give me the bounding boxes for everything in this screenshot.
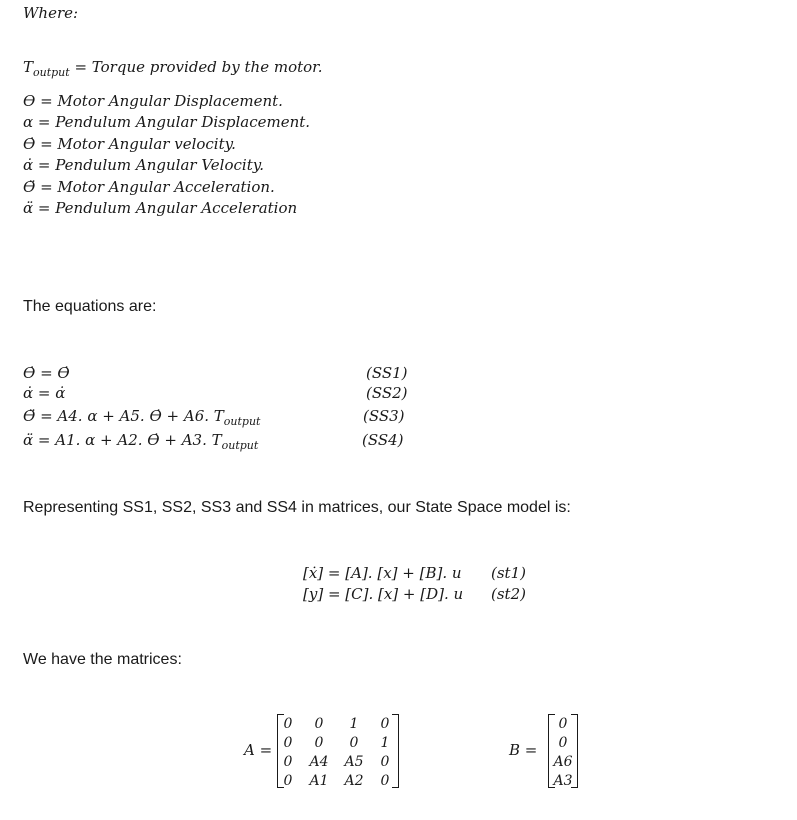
matrix-a-cell: 0 (283, 716, 293, 732)
matrix-a-label: A = (244, 741, 273, 759)
equation-ss3-body: ϴ̈ = A4. α + A5. ϴ̇ + A6. T (23, 407, 224, 425)
definition-pendulum-velocity: α̇ = Pendulum Angular Velocity. (23, 156, 264, 174)
matrix-a-cell: A2 (344, 773, 364, 789)
equation-ss3-tag: (SS3) (363, 407, 405, 425)
equation-ss4-subscript: output (221, 439, 259, 452)
matrix-b-cell: 0 (558, 716, 568, 732)
where-label: Where: (23, 4, 79, 22)
matrix-a-cell: A5 (344, 754, 364, 770)
torque-text: = Torque provided by the motor. (69, 58, 323, 76)
equation-ss1: ϴ̇ = ϴ̇ (23, 364, 70, 382)
matrix-b-cell: A3 (553, 773, 573, 789)
matrix-a (277, 714, 399, 788)
torque-definition (23, 58, 323, 79)
state-space-st1: [ẋ] = [A]. [x] + [B]. u (303, 564, 462, 582)
matrices-intro: We have the matrices: (23, 651, 182, 668)
matrix-a-cell: 1 (349, 716, 359, 732)
matrix-a-cell: 0 (283, 773, 293, 789)
matrix-a-cell: 0 (380, 754, 390, 770)
matrix-a-cell: A1 (309, 773, 329, 789)
state-space-st2: [y] = [C]. [x] + [D]. u (303, 585, 464, 603)
torque-symbol: T (23, 58, 34, 76)
definition-motor-velocity: ϴ̇ = Motor Angular velocity. (23, 135, 236, 153)
state-space-st2-tag: (st2) (491, 585, 526, 603)
definition-motor-displacement: ϴ = Motor Angular Displacement. (23, 92, 283, 110)
matrix-a-cell: 0 (283, 735, 293, 751)
matrix-a-cell: 0 (380, 716, 390, 732)
matrix-b-cell: A6 (553, 754, 573, 770)
definition-pendulum-displacement: α = Pendulum Angular Displacement. (23, 113, 311, 131)
equation-ss3 (23, 407, 261, 428)
equation-ss1-tag: (SS1) (366, 364, 408, 382)
equation-ss2: α̇ = α̇ (23, 384, 66, 402)
matrix-a-cell: 0 (314, 735, 324, 751)
matrix-a-cell: 0 (380, 773, 390, 789)
matrix-a-cell: 1 (380, 735, 390, 751)
matrix-b-label: B = (509, 741, 538, 759)
matrix-a-cell: A4 (309, 754, 329, 770)
equation-ss3-subscript: output (223, 415, 261, 428)
matrix-a-cell: 0 (314, 716, 324, 732)
definition-pendulum-acceleration: α̈ = Pendulum Angular Acceleration (23, 199, 298, 217)
definition-motor-acceleration: ϴ̈ = Motor Angular Acceleration. (23, 178, 275, 196)
equation-ss2-tag: (SS2) (366, 384, 408, 402)
equations-intro: The equations are: (23, 298, 157, 315)
representing-text: Representing SS1, SS2, SS3 and SS4 in matrices, our State Space model is: (23, 499, 571, 516)
torque-subscript: output (33, 66, 70, 79)
matrix-b-cell: 0 (558, 735, 568, 751)
equation-ss4-tag: (SS4) (362, 431, 404, 449)
state-space-st1-tag: (st1) (491, 564, 526, 582)
matrix-b (548, 714, 578, 788)
matrix-a-cell: 0 (283, 754, 293, 770)
equation-ss4 (23, 431, 259, 452)
matrix-a-cell: 0 (349, 735, 359, 751)
equation-ss4-body: α̈ = A1. α + A2. ϴ̇ + A3. T (23, 431, 222, 449)
